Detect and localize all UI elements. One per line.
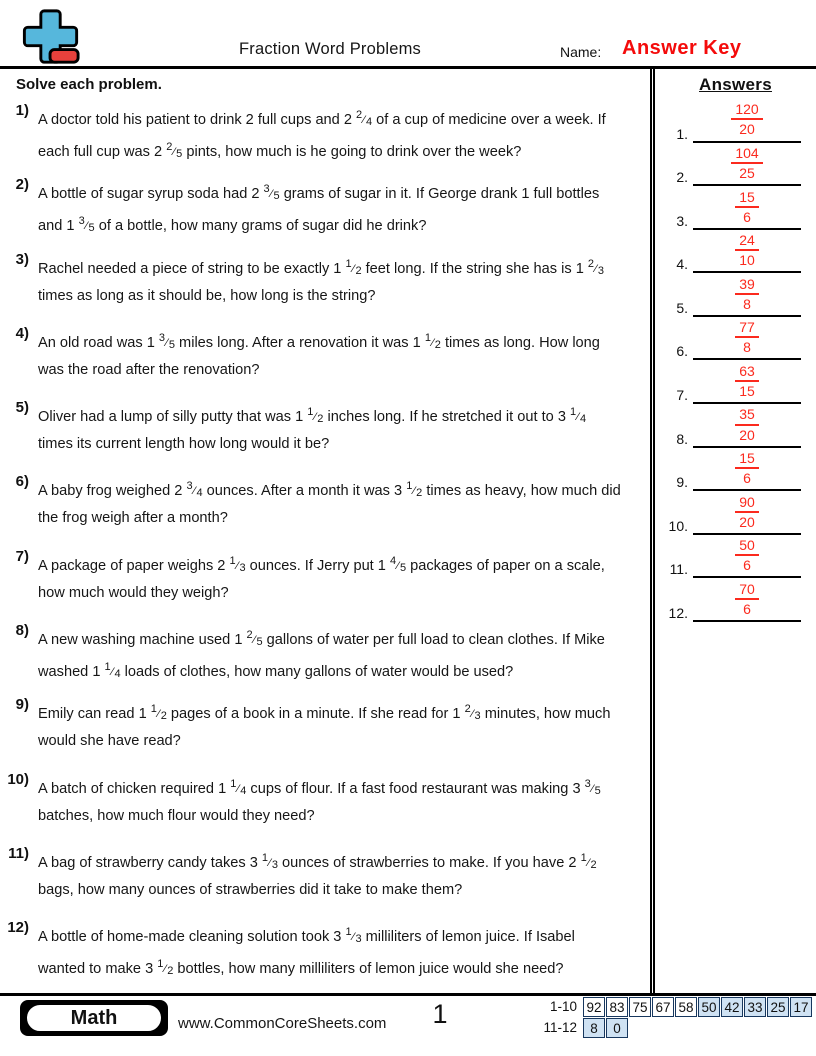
answer-numerator: 35	[735, 406, 759, 425]
score-cell: 8	[583, 1018, 605, 1038]
minus-icon	[50, 50, 78, 63]
problem-text: Rachel needed a piece of string to be exactly 1 $^1$⁄2 feet long. If the string she has is 1 $^2$⁄3 times as long as it should be, how long is the string?	[38, 257, 605, 304]
footer	[0, 993, 816, 1056]
answer-fraction	[735, 581, 759, 617]
answer-denominator: 6	[743, 208, 751, 225]
answer-number: 3.	[676, 212, 688, 229]
answer-blank-line	[693, 276, 801, 317]
page-number: 1	[432, 999, 448, 1029]
answer-numerator: 24	[735, 232, 759, 251]
answer-blank-line	[693, 581, 801, 622]
problem-number: 12)	[7, 919, 29, 937]
math-subject-badge	[20, 1000, 168, 1036]
problem-number: 4)	[15, 324, 29, 342]
answer-numerator: 39	[735, 276, 759, 295]
answer-number: 9.	[676, 474, 688, 491]
answer-blank-line	[693, 494, 801, 535]
answer-fraction	[735, 232, 759, 268]
fraction: $^3$⁄5	[584, 777, 601, 797]
problems-column	[0, 69, 650, 995]
answer-numerator: 50	[735, 537, 759, 556]
answer-blank-line	[693, 101, 801, 142]
fraction: $^1$⁄2	[345, 257, 362, 277]
answer-number: 11.	[669, 561, 688, 578]
score-cell: 75	[629, 997, 651, 1017]
answer-numerator: 120	[731, 101, 762, 120]
answer-item-2	[655, 143, 816, 187]
score-cell: 33	[744, 997, 766, 1017]
answer-denominator: 8	[743, 339, 751, 356]
problems-list	[0, 100, 650, 992]
fraction: $^2$⁄4	[356, 109, 373, 128]
answer-blank-line	[693, 232, 801, 273]
problem-text: A batch of chicken required 1 $^1$⁄4 cups of flour. If a fast food restaurant was making 3 $^3$⁄5 batches, how much flour would they need?	[38, 777, 601, 824]
answer-fraction	[735, 276, 759, 312]
fraction: $^3$⁄4	[186, 480, 203, 500]
score-cell: 83	[606, 997, 628, 1017]
answer-fraction	[735, 363, 759, 399]
problem-12	[0, 917, 650, 991]
page-title: Fraction Word Problems	[239, 40, 421, 58]
answer-item-1	[655, 99, 816, 143]
problem-9	[0, 694, 650, 768]
problem-number: 5)	[15, 399, 29, 417]
answer-denominator: 6	[743, 470, 751, 487]
score-cell: 0	[606, 1018, 628, 1038]
fraction: $^3$⁄5	[78, 215, 95, 235]
answer-denominator: 20	[739, 121, 755, 138]
fraction: $^1$⁄4	[230, 777, 247, 797]
answers-panel-title: Answers	[699, 75, 772, 94]
answer-item-11	[655, 535, 816, 579]
answer-number: 4.	[676, 256, 688, 273]
problem-text: A bag of strawberry candy takes 3 $^1$⁄3 ounces of strawberries to make. If you have 2 $^1$⁄2 bags, how many ounces of strawberries did it take to make them?	[38, 851, 597, 898]
score-row-label: 1-10	[549, 999, 577, 1014]
answer-fraction	[735, 319, 759, 355]
instruction-text: Solve each problem.	[16, 76, 162, 93]
answer-denominator: 10	[739, 252, 755, 269]
problem-text: Oliver had a lump of silly putty that was 1 $^1$⁄2 inches long. If he stretched it out to 3 $^1$⁄4 times its current length how long would it be?	[38, 406, 587, 453]
math-badge-label: Math	[25, 1003, 163, 1033]
answer-denominator: 15	[739, 382, 755, 399]
fraction: $^1$⁄2	[307, 406, 324, 426]
problem-2	[0, 174, 650, 248]
fraction: $^2$⁄5	[166, 141, 183, 160]
plus-minus-logo-icon	[20, 7, 82, 67]
answer-numerator: 104	[731, 145, 762, 164]
problem-number: 3)	[15, 250, 29, 268]
answer-denominator: 20	[739, 426, 755, 443]
answer-key-value: Answer Key	[622, 37, 742, 59]
problem-text: Emily can read 1 $^1$⁄2 pages of a book in a minute. If she read for 1 $^2$⁄3 minutes, how much would she have read?	[38, 703, 611, 750]
score-row-label: 11-12	[543, 1020, 577, 1035]
problem-4	[0, 323, 650, 397]
answer-numerator: 77	[735, 319, 759, 338]
score-row-1	[534, 997, 812, 1017]
score-cell: 92	[583, 997, 605, 1017]
problem-text: An old road was 1 $^3$⁄5 miles long. After a renovation it was 1 $^1$⁄2 times as long. How long was the road after the renovation?	[38, 331, 600, 378]
problem-11	[0, 843, 650, 917]
fraction: $^1$⁄2	[406, 480, 423, 500]
problem-number: 1)	[15, 102, 29, 119]
answer-number: 7.	[676, 387, 688, 404]
problem-5	[0, 397, 650, 471]
score-cell: 42	[721, 997, 743, 1017]
answer-fraction	[731, 145, 762, 181]
fraction: $^3$⁄5	[263, 183, 280, 203]
fraction: $^1$⁄2	[157, 958, 174, 978]
answer-item-5	[655, 273, 816, 317]
name-label: Name:	[560, 44, 602, 60]
answer-item-9	[655, 448, 816, 492]
problem-number: 10)	[7, 770, 29, 788]
answer-item-6	[655, 317, 816, 361]
answer-number: 10.	[668, 517, 688, 534]
problem-7	[0, 546, 650, 620]
answer-denominator: 6	[743, 600, 751, 617]
answer-numerator: 90	[735, 494, 759, 513]
problem-3	[0, 249, 650, 323]
answer-denominator: 8	[743, 295, 751, 312]
answer-fraction	[735, 494, 759, 530]
fraction: $^2$⁄5	[246, 629, 263, 649]
fraction: $^1$⁄3	[261, 851, 278, 871]
answer-item-3	[655, 186, 816, 230]
fraction: $^2$⁄3	[464, 703, 481, 723]
score-cell: 17	[790, 997, 812, 1017]
problem-number: 8)	[15, 622, 29, 640]
answer-blank-line	[693, 537, 801, 578]
answer-blank-line	[693, 319, 801, 360]
score-cell: 58	[675, 997, 697, 1017]
score-cell: 25	[767, 997, 789, 1017]
answer-fraction	[735, 189, 759, 225]
answer-number: 2.	[676, 169, 688, 186]
answer-blank-line	[693, 363, 801, 404]
answer-item-7	[655, 360, 816, 404]
fraction: $^2$⁄3	[587, 257, 605, 277]
answer-fraction	[731, 101, 762, 137]
answer-number: 8.	[676, 430, 688, 447]
answer-denominator: 20	[739, 513, 755, 530]
scoring-table	[534, 997, 812, 1039]
fraction: $^1$⁄4	[104, 661, 121, 681]
answer-blank-line	[693, 145, 801, 186]
fraction: $^1$⁄3	[345, 926, 362, 946]
score-cell: 67	[652, 997, 674, 1017]
answer-number: 1.	[676, 125, 688, 142]
website-url: www.CommonCoreSheets.com	[178, 1015, 387, 1032]
fraction: $^1$⁄2	[150, 703, 167, 723]
answer-numerator: 15	[735, 450, 759, 469]
answer-number: 12.	[668, 604, 688, 621]
answer-fraction	[735, 406, 759, 442]
answer-numerator: 70	[735, 581, 759, 600]
problem-text: A package of paper weighs 2 $^1$⁄3 ounces. If Jerry put 1 $^4$⁄5 packages of paper on a scale, how much would they weigh?	[38, 554, 605, 601]
answer-fraction	[735, 450, 759, 486]
fraction: $^1$⁄2	[424, 331, 441, 351]
answer-number: 6.	[676, 343, 688, 360]
answer-item-4	[655, 230, 816, 274]
problem-10	[0, 769, 650, 843]
problem-text: A new washing machine used 1 $^2$⁄5 gallons of water per full load to clean clothes. If Mike washed 1 $^1$⁄4 loads of clothes, how many gallons of water would be used?	[38, 629, 605, 681]
answer-numerator: 15	[735, 189, 759, 208]
main-area	[0, 69, 816, 995]
problem-text: A bottle of home-made cleaning solution took 3 $^1$⁄3 milliliters of lemon juice. If Isabel wanted to make 3 $^1$⁄2 bottles, how many milliliters of lemon juice would she need?	[38, 926, 575, 978]
answer-numerator: 63	[735, 363, 759, 382]
answer-blank-line	[693, 450, 801, 491]
answer-denominator: 25	[739, 165, 755, 182]
problem-number: 2)	[15, 176, 29, 194]
answer-number: 5.	[676, 299, 688, 316]
fraction: $^3$⁄5	[158, 331, 175, 351]
answer-fraction	[735, 537, 759, 573]
score-row-2	[534, 1018, 812, 1038]
answers-list	[655, 99, 816, 622]
fraction: $^4$⁄5	[389, 554, 407, 574]
fraction: $^1$⁄4	[570, 406, 587, 426]
answer-item-10	[655, 491, 816, 535]
problem-number: 9)	[15, 696, 29, 714]
problem-text: A bottle of sugar syrup soda had 2 $^3$⁄5 grams of sugar in it. If George drank 1 full bottles and 1 $^3$⁄5 of a bottle, how many grams of sugar did he drink?	[38, 183, 600, 235]
answer-item-12	[655, 578, 816, 622]
problem-text: A baby frog weighed 2 $^3$⁄4 ounces. After a month it was 3 $^1$⁄2 times as heavy, how much did the frog weigh after a month?	[38, 480, 621, 527]
answer-denominator: 6	[743, 557, 751, 574]
answer-blank-line	[693, 189, 801, 230]
fraction: $^1$⁄3	[229, 554, 246, 574]
problem-number: 11)	[8, 844, 29, 862]
answers-panel	[650, 69, 816, 995]
problem-number: 7)	[15, 547, 29, 565]
answer-item-8	[655, 404, 816, 448]
score-cell: 50	[698, 997, 720, 1017]
problem-number: 6)	[15, 473, 29, 491]
problem-1	[0, 100, 650, 174]
problem-8	[0, 620, 650, 694]
problem-6	[0, 471, 650, 545]
answer-blank-line	[693, 406, 801, 447]
fraction: $^1$⁄2	[580, 851, 597, 871]
problem-text: A doctor told his patient to drink 2 full cups and 2 $^2$⁄4 of a cup of medicine over a week. If each full cup was 2 $^2$⁄5 pints, how much is he going to drink over the week?	[38, 109, 606, 160]
